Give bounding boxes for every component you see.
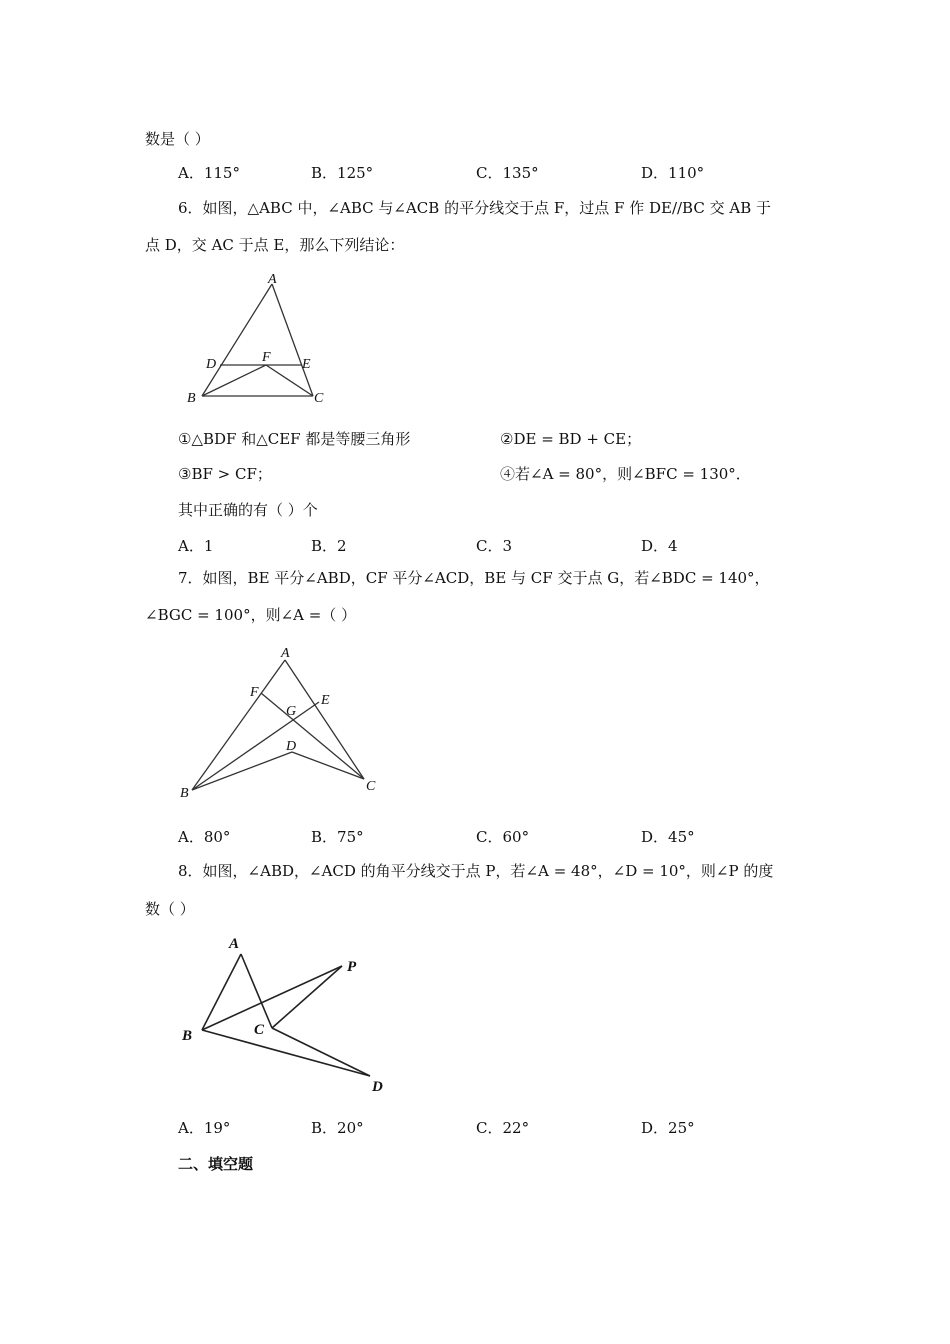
q6-figure — [180, 270, 340, 410]
q5-option-b: B．125° — [311, 164, 374, 182]
q6-option-b: B．2 — [311, 537, 347, 555]
q8-label-a: A — [229, 936, 240, 952]
q8-label-c: C — [254, 1022, 265, 1038]
q7-label-g: G — [286, 704, 297, 719]
q7-segment-ab — [192, 660, 285, 790]
q6-label-b: B — [187, 391, 196, 406]
q6-segment-ac — [272, 284, 313, 396]
q8-segment-bd — [202, 1030, 370, 1076]
q7-segment-dc — [292, 752, 364, 779]
q6-statement-4: ④若∠A = 80°，则∠BFC = 130°． — [500, 465, 751, 483]
q6-label-d: D — [206, 357, 217, 372]
q7-line1: 7．如图，BE 平分∠ABD，CF 平分∠ACD，BE 与 CF 交于点 G，若∠BDC = 140°， — [178, 569, 770, 587]
q7-option-d: D．45° — [641, 828, 695, 846]
q6-line2: 点 D，交 AC 于点 E，那么下列结论： — [145, 236, 405, 254]
q7-segment-be — [192, 702, 319, 790]
q6-line1: 6．如图，△ABC 中，∠ABC 与∠ACB 的平分线交于点 F，过点 F 作 DE//BC 交 AB 于 — [178, 199, 771, 217]
q7-line2: ∠BGC = 100°，则∠A =（ ） — [145, 606, 357, 624]
q8-label-b: B — [182, 1028, 193, 1044]
q7-option-c: C．60° — [476, 828, 530, 846]
section-heading-fill-in: 二、填空题 — [178, 1155, 254, 1173]
q6-statement-3: ③BF > CF； — [178, 465, 272, 483]
q7-segment-ac — [285, 660, 364, 779]
q8-label-d: D — [372, 1079, 383, 1095]
q5-option-c: C．135° — [476, 164, 539, 182]
q7-segment-bd — [192, 752, 292, 790]
q8-line2: 数（ ） — [145, 900, 195, 918]
q7-label-c: C — [366, 779, 376, 794]
q7-option-b: B．75° — [311, 828, 364, 846]
q7-label-a: A — [281, 646, 290, 661]
q6-ask: 其中正确的有（ ）个 — [178, 501, 318, 519]
q6-statement-2: ②DE = BD + CE； — [500, 430, 642, 448]
q7-label-f: F — [250, 685, 259, 700]
q8-option-d: D．25° — [641, 1119, 695, 1137]
q7-figure — [175, 640, 385, 805]
q8-segment-cd — [272, 1028, 370, 1076]
q8-segment-cp — [272, 966, 342, 1028]
q8-segment-ab — [202, 954, 241, 1030]
q8-label-p: P — [347, 959, 357, 975]
q5-option-d: D．110° — [641, 164, 705, 182]
q6-option-c: C．3 — [476, 537, 513, 555]
q7-label-b: B — [180, 786, 189, 801]
q6-option-a: A．1 — [178, 537, 214, 555]
q8-segment-ac — [241, 954, 272, 1028]
q8-option-a: A．19° — [178, 1119, 231, 1137]
q6-label-a: A — [268, 272, 277, 287]
q8-option-c: C．22° — [476, 1119, 530, 1137]
q7-label-d: D — [286, 739, 297, 754]
q6-statement-1: ①△BDF 和△CEF 都是等腰三角形 — [178, 430, 411, 448]
q6-label-f: F — [262, 350, 271, 365]
q8-option-b: B．20° — [311, 1119, 364, 1137]
q6-option-d: D．4 — [641, 537, 678, 555]
q7-option-a: A．80° — [178, 828, 231, 846]
q6-label-c: C — [314, 391, 324, 406]
q5-tail: 数是（ ） — [145, 130, 210, 148]
q5-option-a: A．115° — [178, 164, 240, 182]
q6-label-e: E — [302, 357, 311, 372]
q8-figure — [175, 930, 395, 1095]
q7-label-e: E — [321, 693, 330, 708]
q8-line1: 8．如图，∠ABD，∠ACD 的角平分线交于点 P，若∠A = 48°，∠D = 10°，则∠P 的度 — [178, 862, 774, 880]
q8-segment-bp — [202, 966, 342, 1030]
